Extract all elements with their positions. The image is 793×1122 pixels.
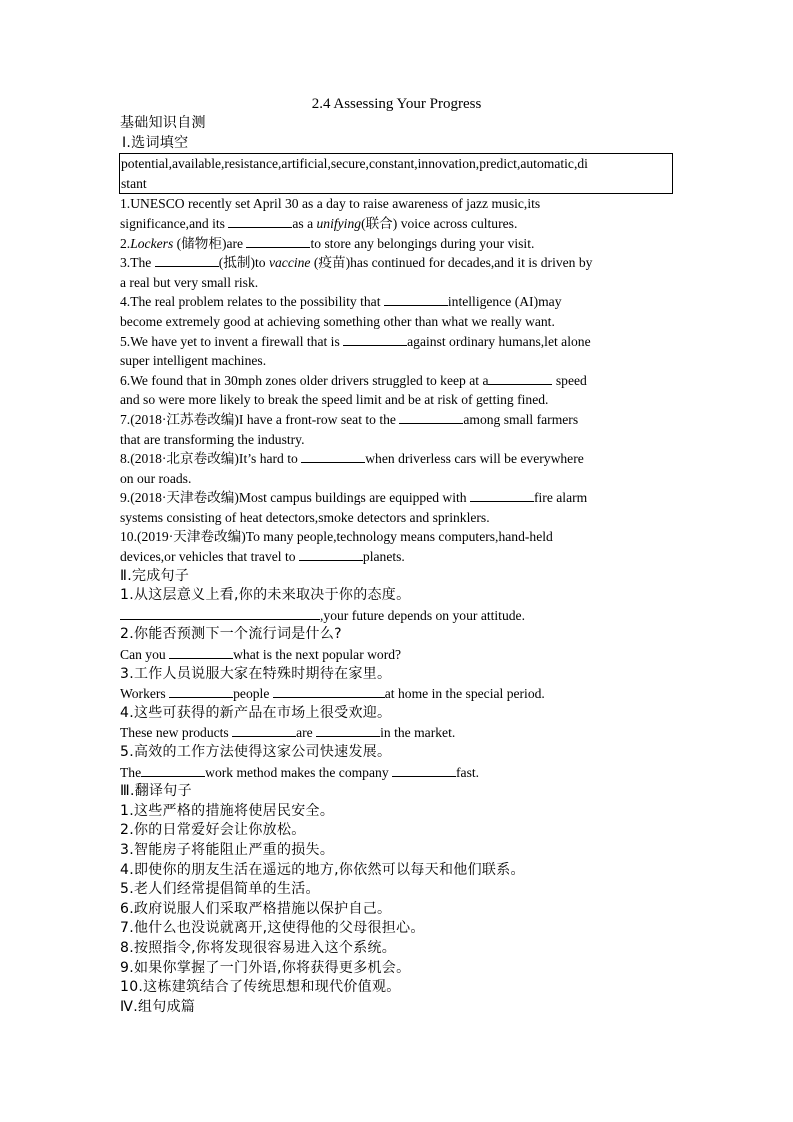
- answer-blank[interactable]: [246, 235, 310, 248]
- item-text: 5.We have yet to invent a firewall that is against ordinary humans,let alone: [120, 333, 591, 349]
- item-text: The work method makes the company fast.: [120, 764, 480, 780]
- part1-item-1: [120, 194, 680, 233]
- answer-blank[interactable]: [316, 724, 380, 737]
- translation-item: 5.老人们经常提倡简单的生活。: [120, 881, 320, 898]
- item-text: These new products are in the market.: [120, 725, 456, 741]
- answer-blank[interactable]: [155, 254, 219, 267]
- item-text: super intelligent machines.: [120, 353, 267, 369]
- part1-item-6: [120, 371, 680, 410]
- part2-item-1: [120, 586, 680, 625]
- answer-blank[interactable]: [141, 764, 205, 777]
- word-box-line: potential,available,resistance,artificial,secure,constant,innovation,predict,automatic,di: [121, 156, 588, 172]
- translation-item: 7.他什么也没说就离开,这使得他的父母很担心。: [120, 920, 425, 937]
- document-body: [120, 114, 680, 1017]
- part1-item-3: [120, 253, 680, 292]
- part1-item-9: [120, 488, 680, 527]
- part4-heading: Ⅳ.组句成篇: [120, 998, 196, 1015]
- part3-heading: Ⅲ.翻译句子: [120, 783, 192, 800]
- item-text: become extremely good at achieving something other than what we really want.: [120, 313, 555, 329]
- translation-item: 3.智能房子将能阻止严重的损失。: [120, 841, 335, 858]
- answer-blank[interactable]: [169, 646, 233, 659]
- chinese-prompt: 1.从这层意义上看,你的未来取决于你的态度。: [120, 587, 411, 604]
- answer-blank[interactable]: [470, 489, 534, 502]
- answer-blank[interactable]: [384, 293, 448, 306]
- part1-item-4: [120, 292, 680, 331]
- translation-item: 9.如果你掌握了一门外语,你将获得更多机会。: [120, 959, 411, 976]
- item-text: and so were more likely to break the speed limit and be at risk of getting fined.: [120, 392, 549, 408]
- answer-blank[interactable]: [343, 333, 407, 346]
- translation-item: 2.你的日常爱好会让你放松。: [120, 822, 306, 839]
- item-text: 2.Lockers (储物柜)are to store any belongings during your visit.: [120, 235, 535, 251]
- word-box-line: stant: [121, 175, 147, 191]
- item-text: a real but very small risk.: [120, 274, 259, 290]
- item-text: 6.We found that in 30mph zones older drivers struggled to keep at a speed: [120, 372, 587, 388]
- translation-item: 6.政府说服人们采取严格措施以保护自己。: [120, 900, 392, 917]
- item-text: 3.The (抵制)to vaccine (疫苗)has continued for decades,and it is driven by: [120, 255, 593, 271]
- translation-item: 1.这些严格的措施将使居民安全。: [120, 802, 335, 819]
- item-text: that are transforming the industry.: [120, 431, 305, 447]
- page-title: 2.4 Assessing Your Progress: [311, 96, 482, 112]
- part1-item-8: [120, 449, 680, 488]
- item-text: 10.(2019·天津卷改编)To many people,technology means computers,hand-held: [120, 529, 553, 545]
- translation-item: 10.这栋建筑结合了传统思想和现代价值观。: [120, 979, 401, 996]
- item-text: significance,and its as a unifying(联合) voice across cultures.: [120, 215, 518, 231]
- item-text: on our roads.: [120, 470, 192, 486]
- section-title: 基础知识自测: [120, 115, 206, 131]
- answer-blank[interactable]: [399, 411, 463, 424]
- part1-item-10: [120, 527, 680, 566]
- part1-heading: Ⅰ.选词填空: [122, 134, 189, 151]
- item-text: ,your future depends on your attitude.: [120, 606, 680, 626]
- item-text: 1.UNESCO recently set April 30 as a day to raise awareness of jazz music,its: [120, 196, 541, 212]
- answer-blank[interactable]: [301, 450, 365, 463]
- answer-blank[interactable]: [299, 548, 363, 561]
- chinese-prompt: 4.这些可获得的新产品在市场上很受欢迎。: [120, 704, 392, 721]
- item-text: systems consisting of heat detectors,smoke detectors and sprinklers.: [120, 509, 490, 525]
- part2-item-2: [120, 625, 680, 664]
- answer-blank[interactable]: [392, 764, 456, 777]
- part2-heading: Ⅱ.完成句子: [120, 567, 190, 584]
- item-text: 9.(2018·天津卷改编)Most campus buildings are equipped with fire alarm: [120, 490, 588, 506]
- translation-item: 4.即使你的朋友生活在遥远的地方,你依然可以每天和他们联系。: [120, 861, 525, 878]
- part1-item-2: [120, 234, 680, 254]
- part2-item-5: [120, 743, 680, 782]
- part2-item-4: [120, 704, 680, 743]
- answer-blank[interactable]: [228, 215, 292, 228]
- item-text: devices,or vehicles that travel to planets.: [120, 549, 405, 565]
- part1-item-5: [120, 332, 680, 371]
- item-text: 7.(2018·江苏卷改编)I have a front-row seat to the among small farmers: [120, 411, 579, 427]
- chinese-prompt: 5.高效的工作方法使得这家公司快速发展。: [120, 744, 392, 760]
- item-text: 4.The real problem relates to the possibility that intelligence (AI)may: [120, 294, 562, 310]
- part2-item-3: [120, 665, 680, 704]
- answer-blank[interactable]: [273, 685, 385, 698]
- answer-blank[interactable]: [232, 724, 296, 737]
- answer-blank[interactable]: [169, 685, 233, 698]
- chinese-prompt: 3.工作人员说服大家在特殊时期待在家里。: [120, 665, 392, 682]
- part1-item-7: [120, 410, 680, 449]
- item-text: Workers people at home in the special period.: [120, 686, 545, 702]
- answer-blank[interactable]: [120, 607, 320, 620]
- chinese-prompt: 2.你能否预测下一个流行词是什么?: [120, 626, 342, 643]
- word-box: [119, 153, 673, 194]
- translation-item: 8.按照指令,你将发现很容易进入这个系统。: [120, 939, 397, 956]
- item-text: Can you what is the next popular word?: [120, 647, 402, 663]
- answer-blank[interactable]: [488, 372, 552, 385]
- item-text: 8.(2018·北京卷改编)It’s hard to when driverless cars will be everywhere: [120, 451, 584, 467]
